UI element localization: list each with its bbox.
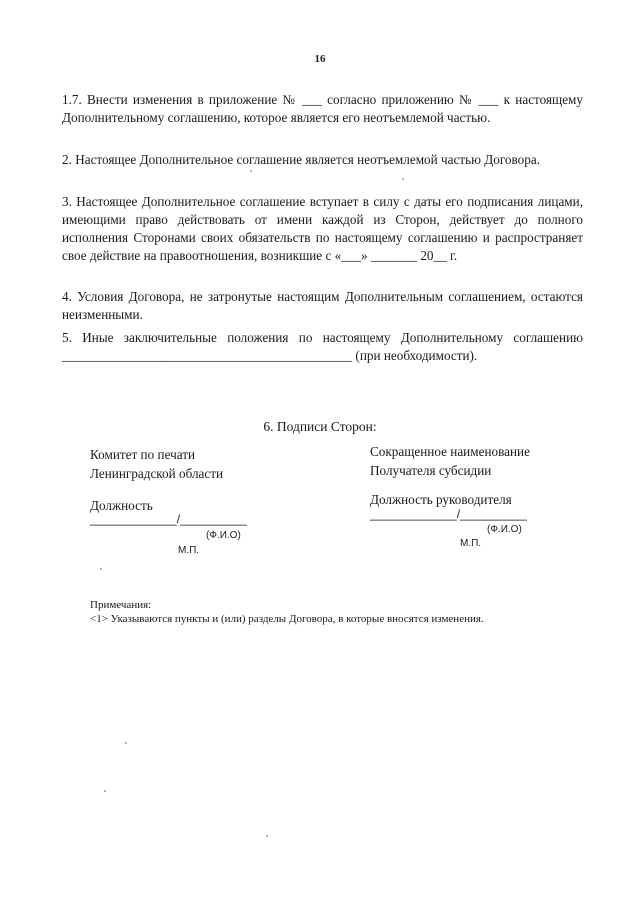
notes-section [90,598,590,626]
right-signature-line: _____________/__________ [370,507,527,521]
paragraph-1-7: 1.7. Внести изменения в приложение № ___ согласно приложению № ___ к настоящему Дополнительному соглашению, которое является его неотъемлемой частью. [62,92,583,125]
right-stamp-place: М.П. [460,538,482,549]
scan-speck [250,170,252,172]
note-1: <1> Указываются пункты и (или) разделы Договора, в которые вносятся изменения. [90,613,484,625]
scan-speck [402,178,404,180]
left-stamp-place: М.П. [178,545,200,556]
paragraph-2: 2. Настоящее Дополнительное соглашение является неотъемлемой частью Договора. [62,152,541,167]
right-party-name [370,442,590,480]
right-party-line-2: Получателя субсидии [370,463,492,478]
right-fio-caption: (Ф.И.О) [487,524,522,535]
left-party-line-2: Ленинградской области [90,466,224,481]
right-party-line-1: Сокращенное наименование [370,444,530,459]
paragraph-5: 5. Иные заключительные положения по настоящему Дополнительному соглашению ____________________________________________ (при необходимости). [62,330,583,363]
paragraph-4: 4. Условия Договора, не затронутые настоящим Дополнительным соглашением, остаются неизменными. [62,289,583,322]
scan-speck [266,835,268,837]
left-party-line-1: Комитет по печати [90,447,196,462]
left-fio-caption: (Ф.И.О) [206,530,241,541]
scan-speck [100,568,102,570]
left-signature-line: _____________/__________ [90,512,247,526]
scan-speck [125,742,127,744]
notes-heading: Примечания: [90,599,152,611]
left-party-name [90,445,310,483]
scan-speck [104,790,106,792]
right-position-label: Должность руководителя [370,492,512,507]
signatures-heading: 6. Подписи Сторон: [263,419,377,434]
page-number: 16 [314,53,326,65]
left-position-label: Должность [90,498,153,513]
paragraph-3: 3. Настоящее Дополнительное соглашение вступает в силу с даты его подписания лицами, имеющими право действовать от имени каждой из Сторон, действует до полного исполнения Сторонами своих обязательств по настоящему соглашению и распространяет свое действие на правоотношения, возникшие с «___» _______ 20__ г. [62,194,583,263]
